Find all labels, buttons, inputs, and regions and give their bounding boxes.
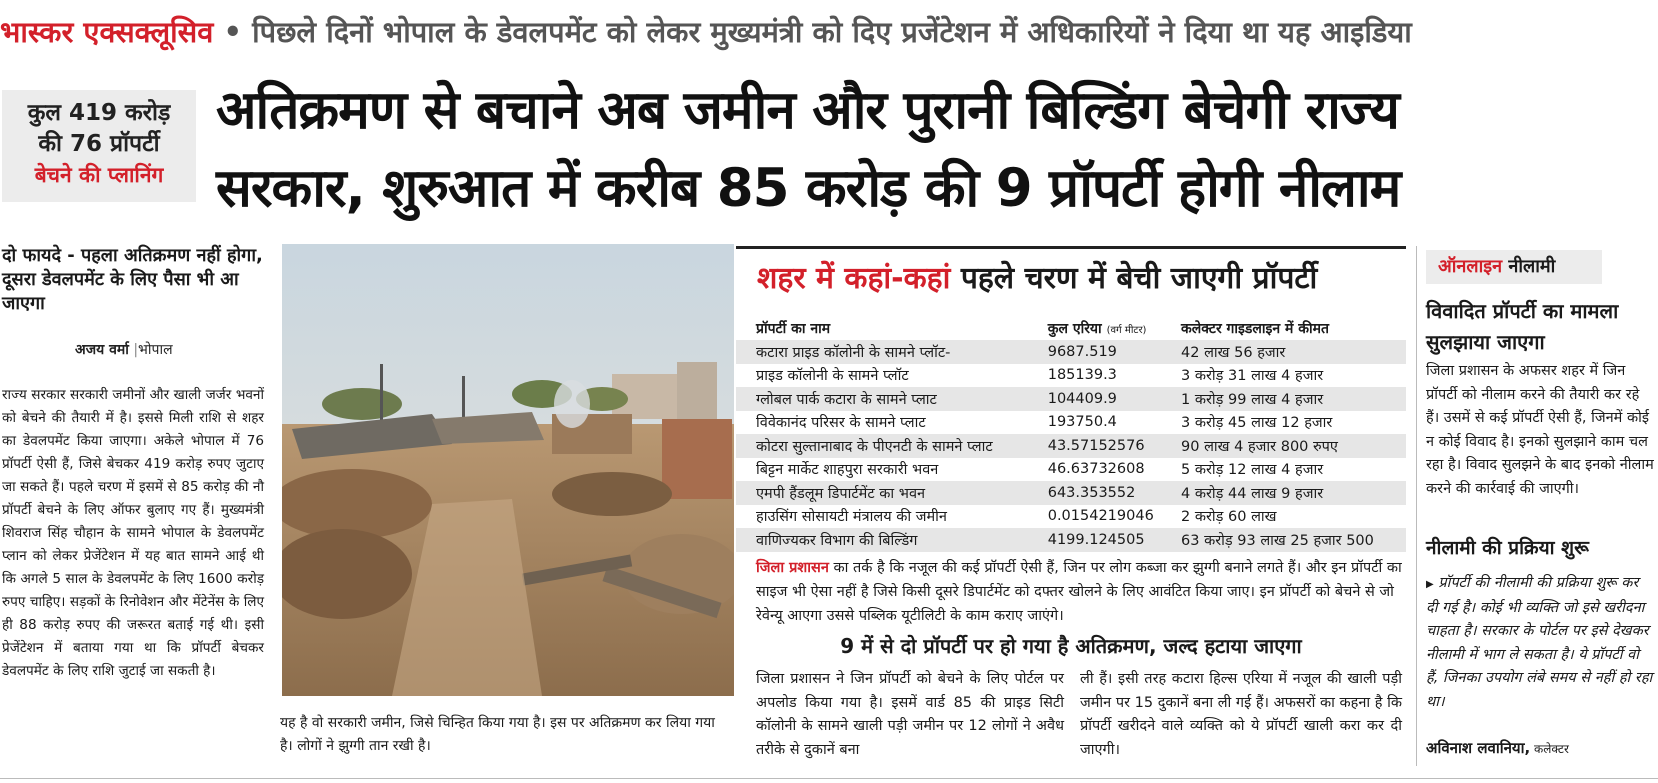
cell-area: 185139.3: [1047, 367, 1117, 384]
cell-price: 63 करोड़ 93 लाख 25 हजार 500: [1173, 528, 1406, 552]
side-highlight-box: [2, 90, 196, 202]
auction-process-body: प्रॉपर्टी की नीलामी की प्रक्रिया शुरू कर दी गई है। कोई भी व्यक्ति जो इसे खरीदना चाहता है। सरकार के पोर्टल पर इसे देखकर नीलामी में भाग ले सकता है। ये प्रॉपर्टी वो हैं, जिनका उपयोग लंबे समय से नहीं हो रहा था।: [1426, 575, 1653, 710]
auction-process-text: [1426, 572, 1654, 714]
cell-area: 4199.124505: [1034, 528, 1173, 552]
collector-name: अविनाश लवानिया,: [1426, 739, 1531, 757]
cell-area: 9687.519: [1034, 340, 1173, 364]
header-area: [1034, 316, 1173, 340]
cell-area: 193750.4: [1047, 414, 1117, 431]
collector-signature: [1426, 738, 1656, 758]
table-row: [736, 505, 1406, 529]
disputed-property-heading: विवादित प्रॉपर्टी का मामला सुलझाया जाएगा: [1426, 299, 1619, 354]
cell-name: हाउसिंग सोसायटी मंत्रालय की जमीन: [756, 509, 947, 526]
online-tag-rest: नीलामी: [1502, 256, 1556, 277]
news-photo: [282, 244, 734, 696]
cell-area: 43.57152576: [1034, 434, 1173, 458]
kicker-bullet: •: [213, 15, 253, 49]
cell-area: 0.0154219046: [1047, 508, 1154, 525]
cell-name: ग्लोबल पार्क कटारा के सामने प्लाट: [736, 387, 1034, 411]
table-row: [736, 387, 1406, 411]
table-row: [736, 458, 1406, 482]
cell-price: 5 करोड़ 12 लाख 4 हजार: [1181, 462, 1324, 479]
admin-lead: जिला प्रशासन: [756, 560, 829, 576]
column-divider: [1416, 246, 1417, 766]
kicker-text: पिछले दिनों भोपाल के डेवलपमेंट को लेकर मुख्यमंत्री को दिए प्रजेंटेशन में अधिकारियों ने दिया था यह आइडिया: [252, 15, 1412, 49]
side-box-line-1: कुल 419 करोड़: [27, 100, 171, 126]
table-section-title: [757, 256, 1317, 297]
main-headline: [216, 72, 1656, 228]
table-title-rest: पहले चरण में बेची जाएगी प्रॉपर्टी: [950, 261, 1318, 296]
header-price: कलेक्टर गाइडलाइन में कीमत: [1181, 320, 1330, 337]
section-top-rule: [736, 246, 1406, 249]
cell-price: 90 लाख 4 हजार 800 रुपए: [1173, 434, 1406, 458]
online-tag-red: ऑनलाइन: [1438, 256, 1503, 277]
cell-name: विवेकानंद परिसर के सामने प्लाट: [756, 415, 926, 432]
cell-name: एमपी हैंडलूम डिपार्टमेंट का भवन: [736, 481, 1034, 505]
cell-name: बिट्टन मार्केट शाहपुरा सरकारी भवन: [756, 462, 939, 479]
left-body-text: राज्य सरकार सरकारी जमीनों और खाली जर्जर भवनों को बेचने की तैयारी में है। इससे मिली राशि से शहर का डेवलपमेंट किया जाएगा। अकेले भोपाल में 76 प्रॉपर्टी ऐसी हैं, जिसे बेचकर 419 करोड़ रुपए जुटाए जा सकते हैं। पहले चरण में इसमें से 85 करोड़ की नौ प्रॉपर्टी बेचने के लिए ऑफर बुलाए गए हैं। मुख्यमंत्री शिवराज सिंह चौहान के सामने भोपाल के डेवलपमेंट प्लान को लेकर प्रेजेंटेशन में यह बात सामने आई थी कि अगले 5 साल के डेवलपमेंट के लिए 1600 करोड़ रुपए चाहिए। सड़कों के रिनोवेशन और मेंटेनेंस के लिए ही 88 करोड़ रुपए की जरूरत बताई गई थी। इसी प्रेजेंटेशन में बताया गया था कि प्रॉपर्टी बेचकर डेवलपमेंट के लिए राशि जुटाई जा सकती है।: [2, 387, 264, 679]
cell-price: 3 करोड़ 31 लाख 4 हजार: [1181, 368, 1324, 385]
disputed-property-text: जिला प्रशासन के अफसर शहर में जिन प्रॉपर्टी को नीलाम करने की तैयारी कर रहे हैं। उसमें से कई प्रॉपर्टी ऐसी हैं, जिनमें कोई न कोई विवाद है। इनको सुलझाने काम चल रहा है। विवाद सुलझने के बाद इनको नीलाम करने की कार्रवाई की जाएगी।: [1426, 363, 1654, 497]
header-area-label: कुल एरिया: [1047, 320, 1102, 337]
byline: [75, 340, 173, 359]
header-area-unit: (वर्ग मीटर): [1106, 324, 1147, 336]
header-property-name: प्रॉपर्टी का नाम: [756, 320, 831, 337]
kicker-label: भास्कर एक्सक्लूसिव: [0, 15, 214, 49]
cell-price: 42 लाख 56 हजार: [1173, 340, 1406, 364]
headline-line-2: सरकार, शुरुआत में करीब 85 करोड़ की 9 प्रॉपर्टी होगी नीलाम: [216, 158, 1401, 219]
cell-name: वाणिज्यकर विभाग की बिल्डिंग: [736, 528, 1034, 552]
cell-area: 46.63732608: [1047, 461, 1145, 478]
table-row: [736, 528, 1406, 552]
cell-name: कटारा प्राइड कॉलोनी के सामने प्लॉट-: [736, 340, 1034, 364]
cell-area: 643.353552: [1034, 481, 1173, 505]
property-table: [736, 316, 1406, 552]
cell-price: 2 करोड़ 60 लाख: [1181, 509, 1277, 526]
cell-name: प्राइड कॉलोनी के सामने प्लॉट: [756, 368, 909, 385]
table-row: [736, 364, 1406, 388]
left-subheadline: दो फायदे - पहला अतिक्रमण नहीं होगा, दूसरा डेवलपमेंट के लिए पैसा भी आ जाएगा: [2, 245, 263, 314]
encroachment-subheadline: 9 में से दो प्रॉपर्टी पर हो गया है अतिक्रमण, जल्द हटाया जाएगा: [840, 634, 1302, 658]
table-header-row: [736, 316, 1406, 340]
kicker-line: [0, 8, 1658, 56]
online-auction-tag: [1426, 250, 1602, 284]
cell-area: 104409.9: [1034, 387, 1173, 411]
headline-line-1: अतिक्रमण से बचाने अब जमीन और पुरानी बिल्डिंग बेचेगी राज्य: [216, 80, 1399, 141]
table-row: [736, 481, 1406, 505]
side-box-line-3: बेचने की प्लानिंग: [34, 163, 164, 187]
cell-name: कोटरा सुल्तानाबाद के पीएनटी के सामने प्लाट: [736, 434, 1034, 458]
table-title-red: शहर में कहां-कहां: [757, 261, 951, 296]
encroachment-text-col-2: ली हैं। इसी तरह कटारा हिल्स एरिया में नजूल की खाली पड़ी जमीन पर 15 दुकानें बना ली गई हैं। अफसरों का कहना है कि प्रॉपर्टी खरीदने वाले व्यक्ति को ये प्रॉपर्टी खाली करा कर दी जाएगी।: [1080, 671, 1402, 758]
cell-price: 4 करोड़ 44 लाख 9 हजार: [1173, 481, 1406, 505]
photo-caption: यह है वो सरकारी जमीन, जिसे चिन्हित किया गया है। इस पर अतिक्रमण कर लिया गया है। लोगों ने झुग्गी तान रखी है।: [280, 715, 715, 754]
bottom-rule: [0, 778, 1658, 779]
admin-text: का तर्क है कि नजूल की कई प्रॉपर्टी ऐसी हैं, जिन पर लोग कब्जा कर झुग्गी बनाने लगते हैं। और इन प्रॉपर्टी का साइज भी ऐसा नहीं है जिसे किसी दूसरे डिपार्टमेंट को दफ्तर खोलने के लिए आवंटित किया जाए। इन प्रॉपर्टी को बेचने से जो रेवेन्यू आएगा उससे पब्लिक यूटीलिटी के काम कराए जाएंगे।: [756, 560, 1402, 624]
side-box-line-2: की 76 प्रॉपर्टी: [38, 131, 160, 157]
byline-separator: |: [128, 342, 139, 358]
encroached-land-photo: [282, 244, 734, 696]
bullet-icon: ▶: [1426, 579, 1434, 590]
collector-title: कलेक्टर: [1530, 742, 1569, 756]
cell-price: 3 करोड़ 45 लाख 12 हजार: [1181, 415, 1333, 432]
auction-process-heading: नीलामी की प्रक्रिया शुरू: [1426, 537, 1589, 559]
admin-paragraph: [756, 556, 1404, 628]
table-row: [736, 411, 1406, 435]
encroachment-text-col-1: जिला प्रशासन ने जिन प्रॉपर्टी को बेचने के लिए पोर्टल पर अपलोड किया गया है। इसमें वार्ड 85 की प्राइड सिटी कॉलोनी के सामने खाली पड़ी जमीन पर 12 लोगों ने अवैध तरीके से दुकानें बना: [756, 671, 1064, 758]
table-row: [736, 434, 1406, 458]
cell-price: 1 करोड़ 99 लाख 4 हजार: [1173, 387, 1406, 411]
table-row: [736, 340, 1406, 364]
byline-place: भोपाल: [138, 342, 173, 358]
byline-name: अजय वर्मा: [75, 342, 129, 358]
